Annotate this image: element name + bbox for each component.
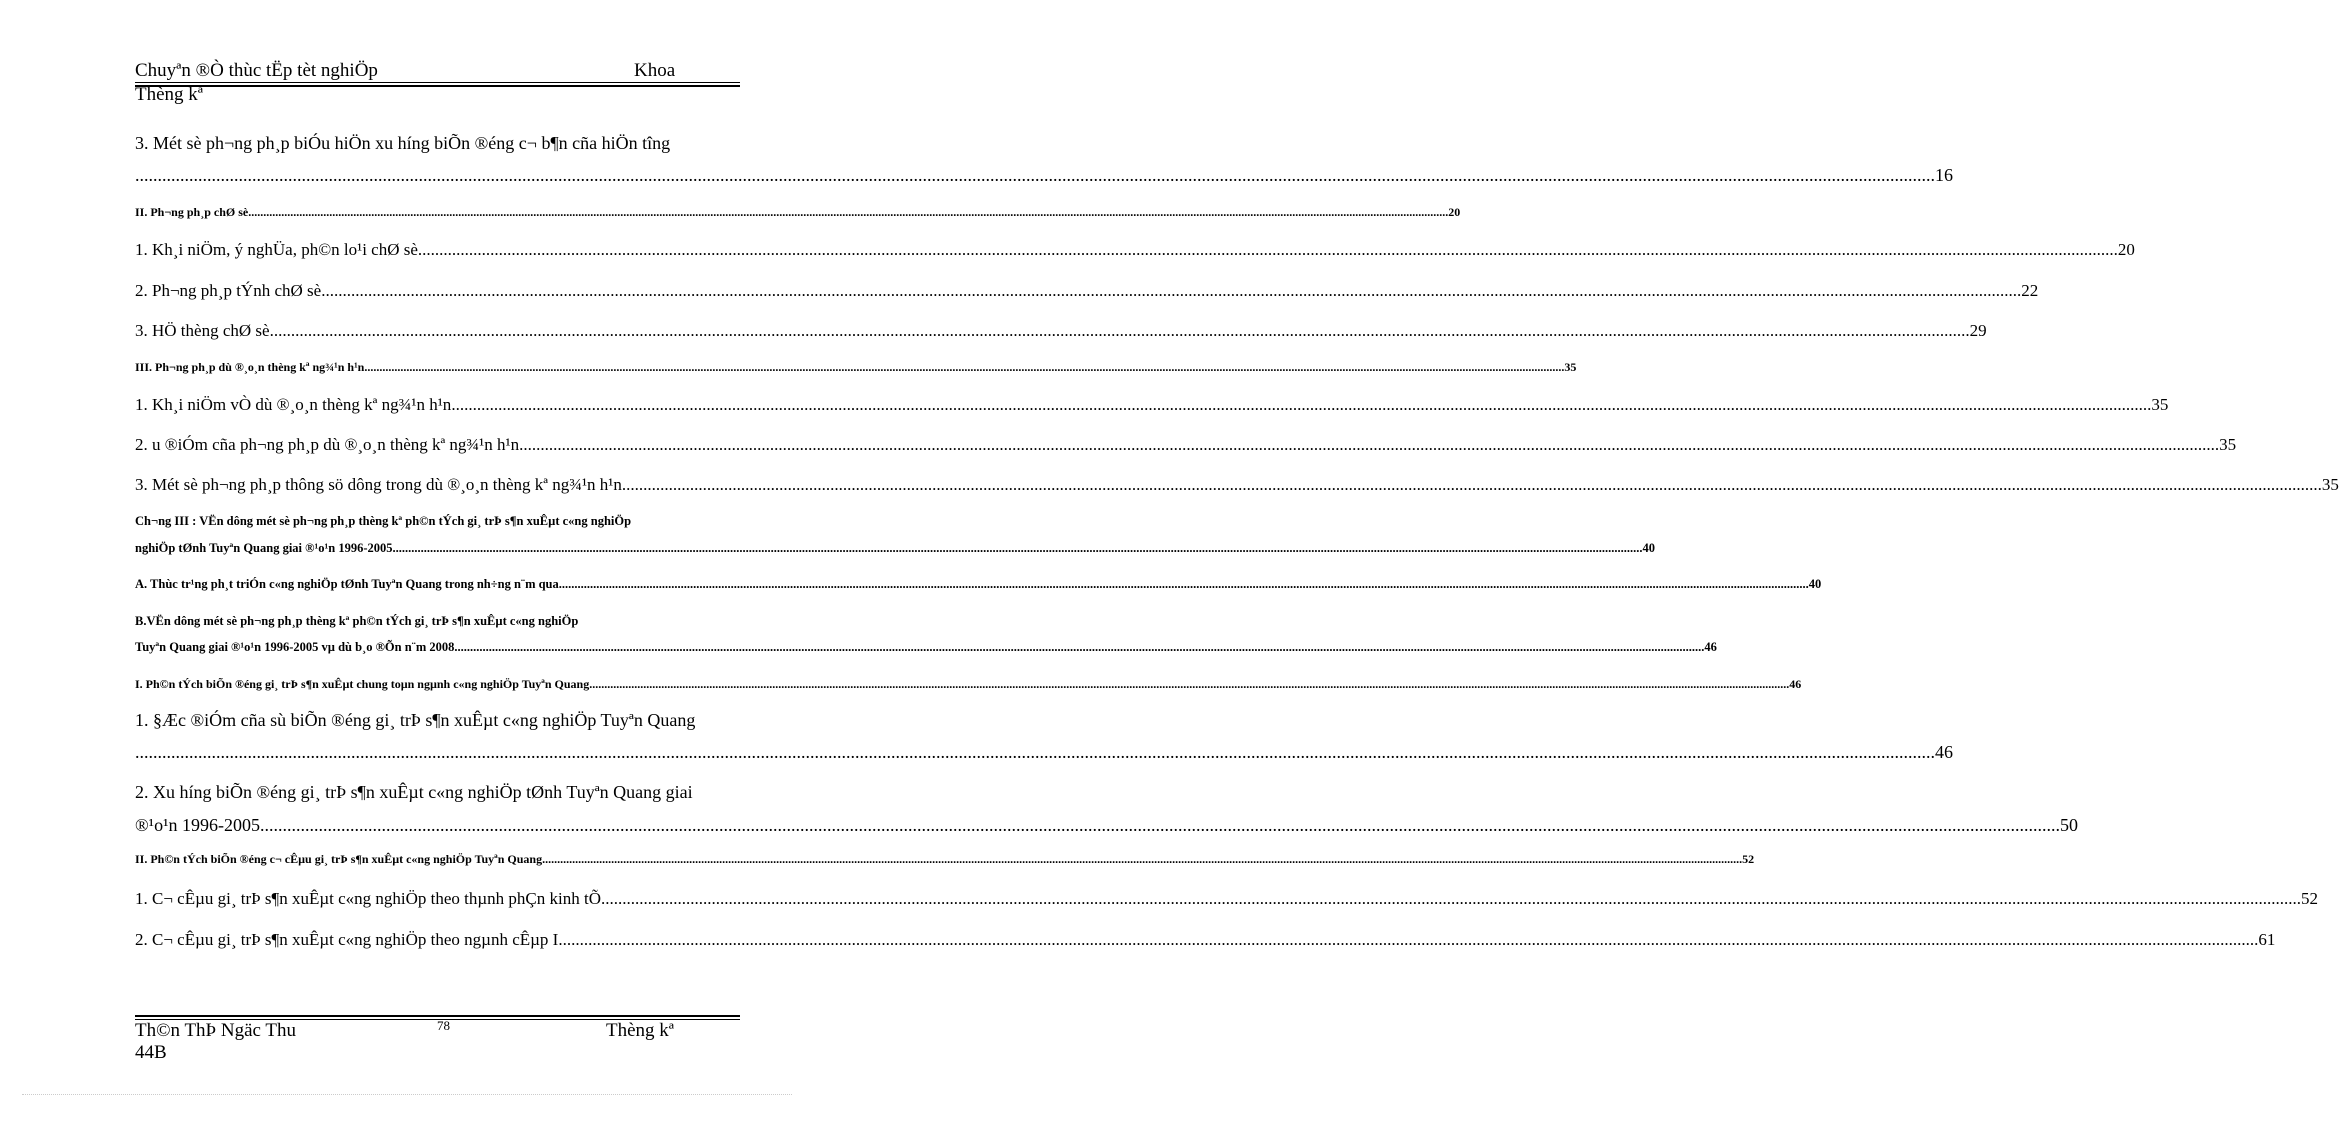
toc-entry-title: 2. Xu híng biÕn ®éng gi¸ trÞ s¶n xuÊµt c«ng nghiÖp tØnh Tuyªn Quang giai [135, 782, 693, 802]
toc-dot-leader: ................................................................................................................................................................................................................................................................................................................................................................................................................ [269, 321, 1970, 340]
toc-entry-page: 35 [2321, 475, 2339, 494]
toc-entry-title: 1. Kh¸i niÖm, ý nghÜa, ph©n lo¹i chØ sè [135, 240, 418, 259]
toc-dot-leader: ................................................................................................................................................................................................................................................................................................................................................................................................................ [135, 742, 1935, 762]
header-subtitle: Thèng kª [135, 84, 204, 105]
toc-entry-page: 50 [2059, 815, 2078, 835]
toc-entry-page: 52 [1742, 852, 1755, 866]
toc-entry-page: 61 [2258, 930, 2276, 949]
toc-entry-title: A. Thùc tr¹ng ph¸t triÓn c«ng nghiÖp tØnh Tuyªn Quang trong nh÷ng n¨m qua [135, 577, 559, 591]
toc-dot-leader: ................................................................................................................................................................................................................................................................................................................................................................................................................ [601, 889, 2301, 908]
toc-entry [135, 281, 2039, 301]
toc-entry-title: 2. u ®iÓm cña ph¬ng ph¸p dù ®¸o¸n thèng kª ng¾¹n h¹n [135, 435, 520, 454]
toc-entry-title: 1. C¬ cÊµu gi¸ trÞ s¶n xuÊµt c«ng nghiÖp theo thµnh phÇn kinh tÕ [135, 889, 601, 908]
toc-entry [135, 541, 1655, 556]
toc-entry-title: 2. Ph¬ng ph¸p tÝnh chØ sè [135, 281, 322, 300]
toc-entry-title: 3. Mét sè ph¬ng ph¸p thông sö dông trong dù ®¸o¸n thèng kª ng¾¹n h¹n [135, 475, 622, 494]
toc-entry-page: 46 [1704, 640, 1717, 654]
footer-class: 44B [135, 1042, 167, 1063]
toc-entry-page: 35 [2219, 435, 2237, 454]
footer-author: Th©n ThÞ Ngäc Thu [135, 1020, 296, 1041]
toc-entry-title: I. Ph©n tÝch biÕn ®éng gi¸ trÞ s¶n xuÊµt chung toµn ngµnh c«ng nghiÖp Tuyªn Quang [135, 677, 590, 691]
toc-dot-leader: ................................................................................................................................................................................................................................................................................................................................................................................................................ [259, 815, 2060, 835]
header-rule-top [135, 82, 740, 83]
toc-entry-title: 3. Mét sè ph¬ng ph¸p biÓu hiÖn xu híng biÕn ®éng c¬ b¶n cña hiÖn tîng [135, 133, 671, 153]
toc-entry-title: III. Ph¬ng ph¸p dù ®¸o¸n thèng kª ng¾¹n h¹n [135, 360, 365, 374]
toc-entry [135, 930, 2276, 950]
toc-dot-leader: ................................................................................................................................................................................................................................................................................................................................................................................................................ [135, 165, 1935, 185]
toc-dot-leader: ................................................................................................................................................................................................................................................................................................................................................................................................................ [558, 930, 2259, 949]
toc-entry-title: nghiÖp tØnh Tuyªn Quang giai ®¹o¹n 1996-2005 [135, 541, 393, 555]
toc-entry-page: 22 [2021, 281, 2039, 300]
toc-entry-page: 52 [2301, 889, 2318, 908]
toc-dot-leader: ................................................................................................................................................................................................................................................................................................................................................................................................................ [621, 475, 2322, 494]
toc-entry [135, 205, 1461, 220]
toc-entry [135, 640, 1717, 655]
footer-department: Thèng kª [606, 1020, 675, 1041]
toc-entry [135, 889, 2318, 909]
toc-entry-page: 29 [1969, 321, 1987, 340]
toc-entry-title: B.VËn dông mét sè ph¬ng ph¸p thèng kª ph©n tÝch gi¸ trÞ s¶n xuÊµt c«ng nghiÖp [135, 614, 579, 628]
toc-entry [135, 360, 1577, 375]
toc-entry [135, 677, 1802, 692]
toc-dot-leader: ................................................................................................................................................................................................................................................................................................................................................................................................................ [364, 360, 1565, 374]
header-department: Khoa [634, 60, 676, 81]
toc-entry-page: 16 [1935, 165, 1953, 185]
toc-entry-title: II. Ph©n tÝch biÕn ®éng c¬ cÊµu gi¸ trÞ s¶n xuÊµt c«ng nghiÖp Tuyªn Quang [135, 852, 543, 866]
toc-dot-leader: ................................................................................................................................................................................................................................................................................................................................................................................................................ [392, 541, 1643, 555]
toc-dot-leader: ................................................................................................................................................................................................................................................................................................................................................................................................................ [589, 677, 1790, 691]
toc-entry [135, 435, 2237, 455]
toc-entry-page: 20 [1448, 205, 1461, 219]
toc-entry [135, 852, 1755, 867]
toc-entry-title: II. Ph¬ng ph¸p chØ sè [135, 205, 249, 219]
toc-dot-leader: ................................................................................................................................................................................................................................................................................................................................................................................................................ [417, 240, 2118, 259]
page-number: 78 [437, 1018, 450, 1033]
toc-entry-title: 3. HÖ thèng chØ sè [135, 321, 270, 340]
page-bottom-edge [22, 1094, 792, 1095]
toc-dot-leader: ................................................................................................................................................................................................................................................................................................................................................................................................................ [558, 577, 1809, 591]
toc-entry [135, 742, 1953, 763]
toc-entry [135, 475, 2339, 495]
toc-dot-leader: ................................................................................................................................................................................................................................................................................................................................................................................................................ [248, 205, 1449, 219]
toc-entry [135, 165, 1953, 186]
header-title: Chuyªn ®Ò thùc tËp tèt nghiÖp [135, 60, 378, 81]
toc-entry [135, 240, 2135, 260]
toc-entry-page: 40 [1808, 577, 1822, 591]
header-rule-bottom [135, 85, 740, 87]
toc-entry-page: 35 [2151, 395, 2169, 414]
toc-dot-leader: ................................................................................................................................................................................................................................................................................................................................................................................................................ [519, 435, 2220, 454]
toc-dot-leader: ................................................................................................................................................................................................................................................................................................................................................................................................................ [542, 852, 1743, 866]
toc-entry [135, 395, 2169, 415]
toc-entry-title: 2. C¬ cÊµu gi¸ trÞ s¶n xuÊµt c«ng nghiÖp theo ngµnh cÊµp I [135, 930, 559, 949]
toc-dot-leader: ................................................................................................................................................................................................................................................................................................................................................................................................................ [451, 395, 2152, 414]
toc-entry-page: 46 [1935, 742, 1953, 762]
toc-entry-title: ®¹o¹n 1996-2005 [135, 815, 260, 835]
toc-dot-leader: ................................................................................................................................................................................................................................................................................................................................................................................................................ [321, 281, 2022, 300]
footer-rule-top [135, 1015, 740, 1017]
toc-entry-title: Ch¬ng III : VËn dông mét sè ph¬ng ph¸p thèng kª ph©n tÝch gi¸ trÞ s¶n xuÊµt c«ng nghiÖp [135, 514, 632, 528]
toc-entry [135, 321, 1987, 341]
toc-dot-leader: ................................................................................................................................................................................................................................................................................................................................................................................................................ [454, 640, 1705, 654]
toc-entry-title: Tuyªn Quang giai ®¹o¹n 1996-2005 vµ dù b¸o ®Õn n¨m 2008 [135, 640, 455, 654]
toc-entry [135, 577, 1822, 592]
toc-entry-page: 20 [2117, 240, 2135, 259]
toc-entry-page: 35 [1564, 360, 1577, 374]
toc-entry-title: 1. Kh¸i niÖm vÒ dù ®¸o¸n thèng kª ng¾¹n h¹n [135, 395, 452, 414]
toc-entry [135, 815, 2078, 836]
toc-entry-title: 1. §Æc ®iÓm cña sù biÕn ®éng gi¸ trÞ s¶n xuÊµt c«ng nghiÖp Tuyªn Quang [135, 710, 696, 730]
toc-entry-page: 46 [1789, 677, 1802, 691]
toc-entry-page: 40 [1642, 541, 1655, 555]
